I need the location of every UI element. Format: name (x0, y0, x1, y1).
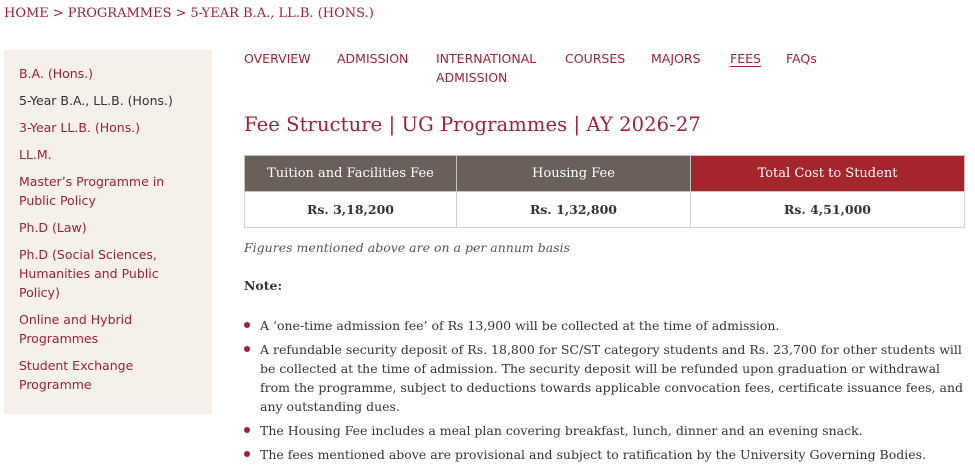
note-text: A refundable security deposit of Rs. 18,800 for SC/ST category students and Rs. 23,700 for other students will be collected at the time of admission. The security deposit will be refunded upon graduation or withdrawal from the programme, subject to deductions towards applicable convocation fees, certificate issuance fees, and any outstanding dues. (260, 342, 964, 414)
tab-admission[interactable]: ADMISSION (337, 51, 409, 66)
tab-fees[interactable]: FEES (730, 51, 761, 66)
sidebar-item-ba-hons[interactable]: B.A. (Hons.) (19, 66, 94, 81)
list-item (244, 421, 966, 440)
fee-table-header-row (245, 156, 965, 192)
breadcrumb-home-link[interactable]: HOME (4, 6, 49, 21)
fee-structure-title: Fee Structure | UG Programmes | AY 2026-27 (244, 113, 701, 136)
bullet-icon (244, 346, 250, 352)
sidebar-item-3-year-llb[interactable]: 3-Year LL.B. (Hons.) (19, 120, 141, 135)
note-text: The Housing Fee includes a meal plan covering breakfast, lunch, dinner and an evening snack. (260, 423, 863, 438)
sidebar-item-llm[interactable]: LL.M. (19, 147, 52, 162)
bullet-icon (244, 451, 250, 457)
list-item (244, 445, 966, 464)
total-cost-value: Rs. 4,51,000 (691, 192, 965, 228)
sidebar-item-public-policy[interactable]: Master’s Programme in Public Policy (19, 174, 165, 208)
tab-courses[interactable]: COURSES (565, 51, 626, 66)
note-heading: Note: (244, 278, 283, 293)
bullet-icon (244, 427, 250, 433)
sidebar-item-5-year-ba-llb[interactable]: 5-Year B.A., LL.B. (Hons.) (19, 93, 173, 108)
fee-table (244, 155, 965, 228)
sidebar-item-online-hybrid[interactable]: Online and Hybrid Programmes (19, 312, 133, 346)
note-text: The fees mentioned above are provisional and subject to ratification by the University Governing Bodies. (260, 447, 927, 462)
tab-overview[interactable]: OVERVIEW (244, 51, 311, 66)
bullet-icon (244, 322, 250, 328)
sidebar-item-phd-law[interactable]: Ph.D (Law) (19, 220, 87, 235)
list-item (244, 316, 966, 335)
header-housing-fee: Housing Fee (457, 156, 691, 192)
tuition-fee-value: Rs. 3,18,200 (245, 192, 457, 228)
breadcrumb-current: 5-YEAR B.A., LL.B. (HONS.) (190, 6, 374, 21)
tab-faqs[interactable]: FAQs (786, 51, 817, 66)
breadcrumb-separator: > (175, 6, 187, 21)
housing-fee-value: Rs. 1,32,800 (457, 192, 691, 228)
breadcrumb-separator: > (52, 6, 64, 21)
sidebar-item-phd-social-sciences[interactable]: Ph.D (Social Sciences, Humanities and Public Policy) (19, 247, 159, 300)
tab-majors[interactable]: MAJORS (651, 51, 701, 66)
list-item (244, 340, 966, 416)
header-tuition-fee: Tuition and Facilities Fee (245, 156, 457, 192)
table-row (245, 192, 965, 228)
header-total-cost: Total Cost to Student (691, 156, 965, 192)
notes-list (244, 316, 966, 469)
per-annum-footnote: Figures mentioned above are on a per annum basis (244, 240, 571, 255)
sidebar-item-student-exchange[interactable]: Student Exchange Programme (19, 358, 134, 392)
programme-sidebar (4, 50, 212, 414)
breadcrumb (4, 6, 374, 26)
tab-international-admission[interactable]: INTERNATIONAL ADMISSION (436, 51, 537, 85)
note-text: A ‘one-time admission fee’ of Rs 13,900 will be collected at the time of admission. (260, 318, 780, 333)
breadcrumb-programmes-link[interactable]: PROGRAMMES (67, 6, 172, 21)
